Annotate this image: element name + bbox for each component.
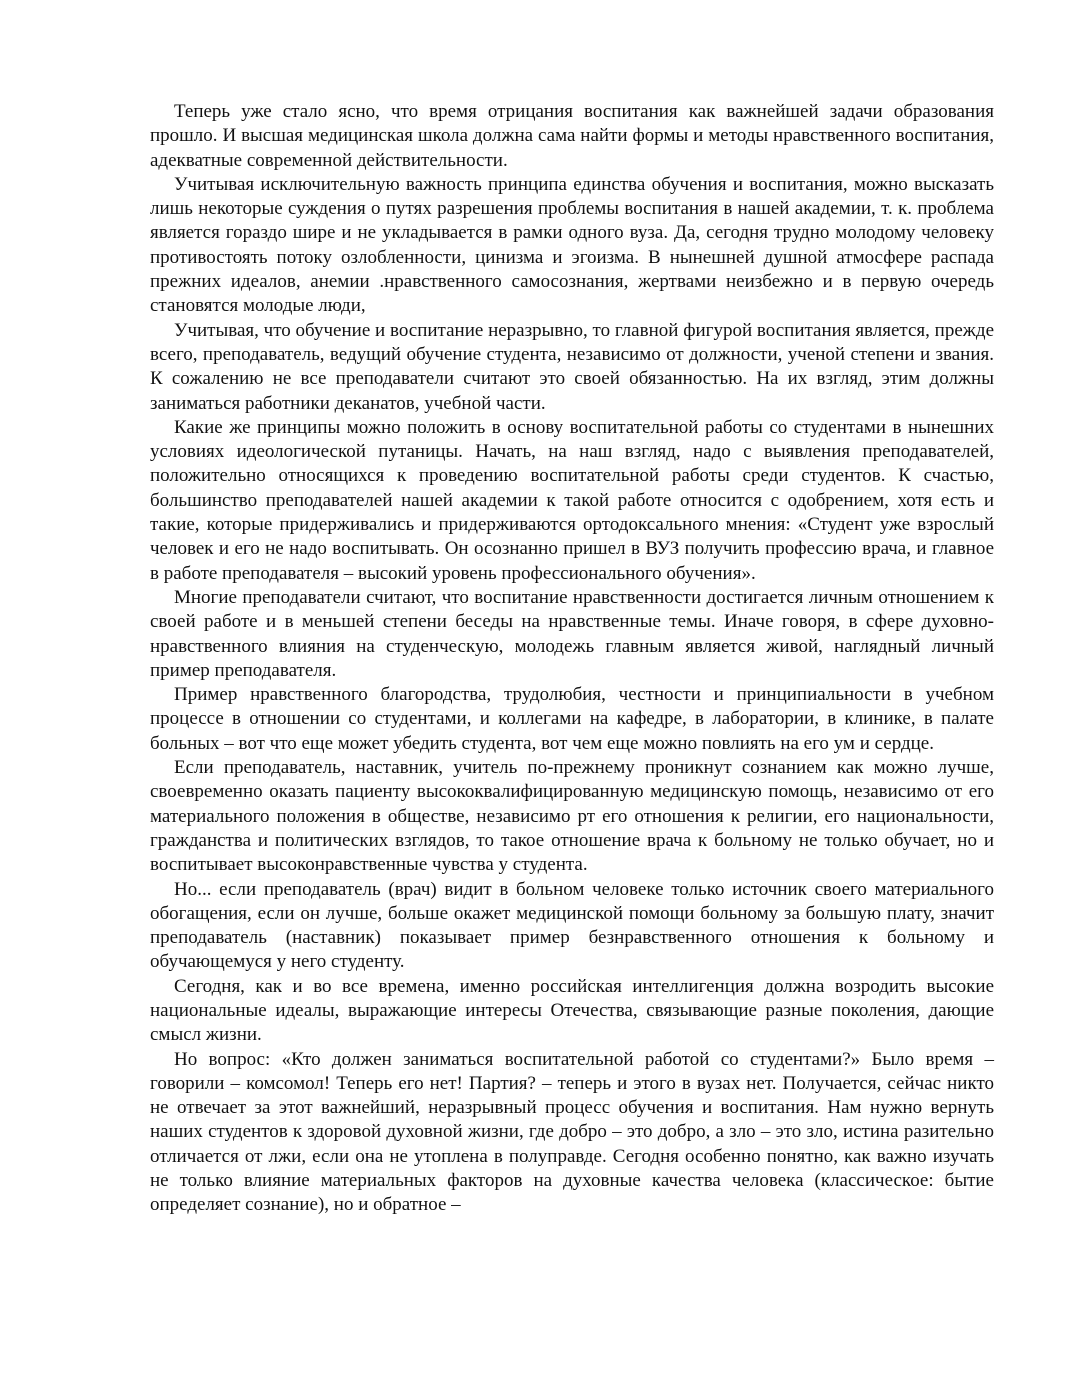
paragraph: Многие преподаватели считают, что воспитание нравственности достигается личным отношением к своей работе и в меньшей степени беседы на нравственные темы. Иначе говоря, в сфере духовно-нравственного влияния на студенческую, молодежь главным является живой, наглядный личный пример преподавателя. (150, 586, 994, 681)
paragraph: Теперь уже стало ясно, что время отрицания воспитания как важнейшей задачи образования прошло. И высшая медицинская школа должна сама найти формы и методы нравственного воспитания, адекватные современной действительности. (150, 101, 994, 171)
paragraph: Учитывая исключительную важность принципа единства обучения и воспитания, можно высказать лишь некоторые суждения о путях разрешения проблемы воспитания в нашей академии, т. к. проблема является гораздо шире и не укладывается в рамки одного вуза. Да, сегодня трудно молодому человеку противостоять потоку озлобленности, цинизма и эгоизма. В нынешней душной атмосфере распада прежних идеалов, анемии .нравственного самосознания, жертвами неизбежно и в первую очередь становятся молодые люди, (150, 173, 994, 317)
paragraph: Учитывая, что обучение и воспитание неразрывно, то главной фигурой воспитания является, прежде всего, преподаватель, ведущий обучение студента, независимо от должности, ученой степени и звания. К сожалению не все преподаватели считают это своей обязанностью. На их взгляд, этим должны заниматься работники деканатов, учебной части. (150, 319, 994, 414)
paragraph: Сегодня, как и во все времена, именно российская интеллигенция должна возродить высокие национальные идеалы, выражающие интересы Отечества, связывающие разные поколения, дающие смысл жизни. (150, 975, 994, 1046)
paragraph: Какие же принципы можно положить в основу воспитательной работы со студентами в нынешних условиях идеологической путаницы. Начать, на наш взгляд, надо с выявления преподавателей, положительно относящихся к проведению воспитательной работы среди студентов. К счастью, большинство преподавателей нашей академии к такой работе относится с одобрением, хотя есть и такие, которые придерживались и придерживаются ортодоксального мнения: «Студент уже взрослый человек и его не надо воспитывать. Он осознанно пришел в ВУЗ получить профессию врача, и главное в работе преподавателя – высокий уровень профессионального обучения». (150, 416, 994, 584)
paragraph: Но... если преподаватель (врач) видит в больном человеке только источник своего материального обогащения, если он лучше, больше окажет медицинской помощи больному за большую плату, значит преподаватель (наставник) показывает пример безнравственного отношения к больному и обучающемуся у него студенту. (150, 878, 994, 973)
paragraph: Но вопрос: «Кто должен заниматься воспитательной работой со студентами?» Было время – говорили – комсомол! Теперь его нет! Партия? – теперь и этого в вузах нет. Получается, сейчас никто не отвечает за этот важнейший, неразрывный процесс обучения и воспитания. Нам нужно вернуть наших студентов к здоровой духовной жизни, где добро – это добро, а зло – это зло, истина разительно отличается от лжи, если она не утоплена в полуправде. Сегодня особенно понятно, как важно изучать не только влияние материальных факторов на духовные качества человека (классическое: бытие определяет сознание), но и обратное – (150, 1048, 994, 1216)
document-page (150, 100, 994, 1218)
paragraph: Если преподаватель, наставник, учитель по-прежнему проникнут сознанием как можно лучше, своевременно оказать пациенту высококвалифицированную медицинскую помощь, независимо от его материального положения в обществе, независимо рт его отношения к религии, его национальности, гражданства и политических взглядов, то такое отношение врача к больному не только обучает, но и воспитывает высоконравственные чувства у студента. (150, 757, 994, 876)
paragraph: Пример нравственного благородства, трудолюбия, честности и принципиальности в учебном процессе в отношении со студентами, и коллегами на кафедре, в лаборатории, в клинике, в палате больных – вот что еще может убедить студента, вот чем еще можно повлиять на его ум и сердце. (150, 684, 994, 754)
